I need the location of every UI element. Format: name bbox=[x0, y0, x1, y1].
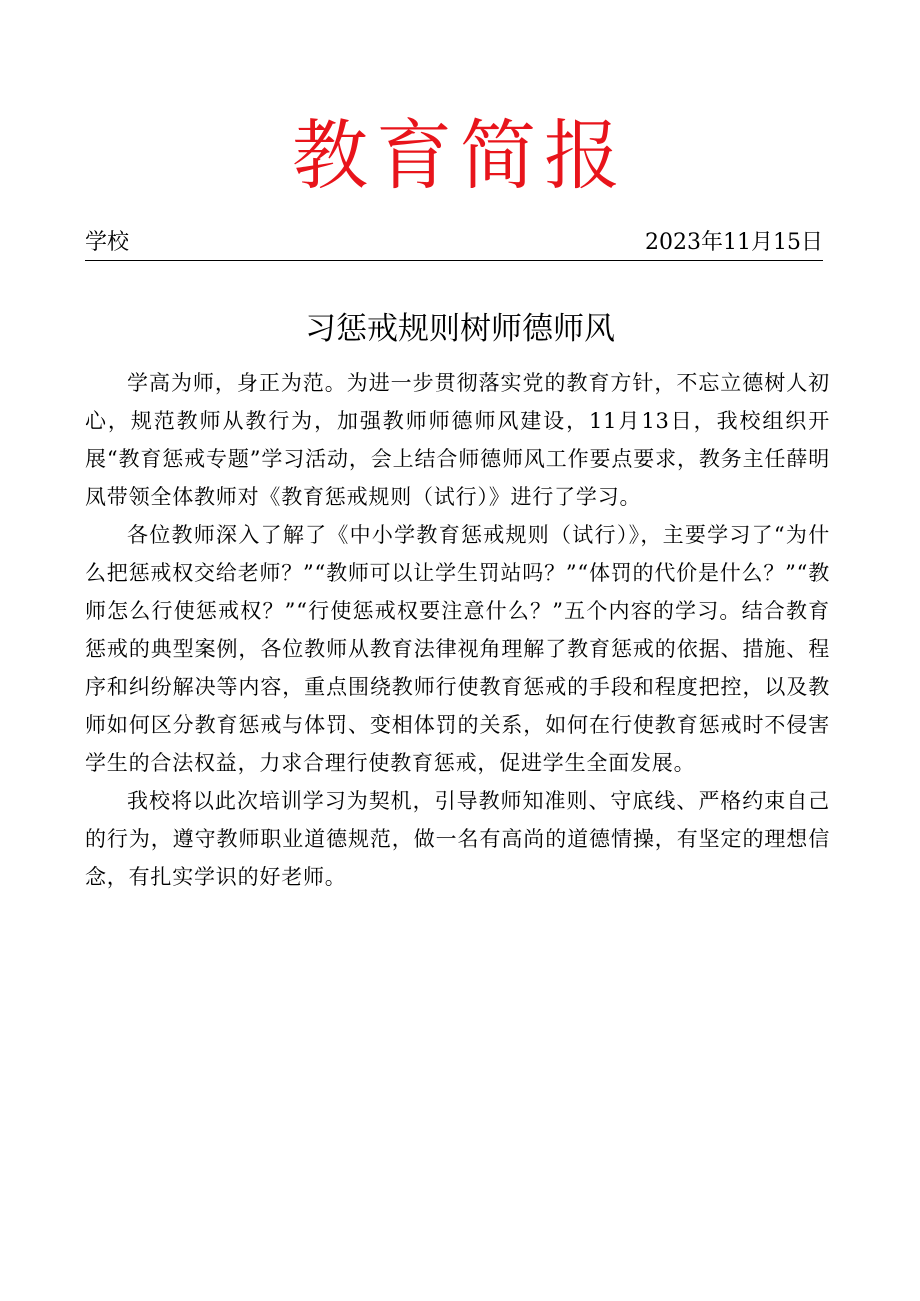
issue-date: 2023年11月15日 bbox=[645, 230, 823, 255]
paragraph: 各位教师深入了解了《中小学教育惩戒规则（试行）》，主要学习了“为什么把惩戒权交给老师？”“教师可以让学生罚站吗？”“体罚的代价是什么？”“教师怎么行使惩戒权？”“行使惩戒权要注意什么？”五个内容的学习。结合教育惩戒的典型案例，各位教师从教育法律视角理解了教育惩戒的依据、措施、程序和纠纷解决等内容，重点围绕教师行使教育惩戒的手段和程度把控，以及教师如何区分教育惩戒与体罚、变相体罚的关系，如何在行使教育惩戒时不侵害学生的合法权益，力求合理行使教育惩戒，促进学生全面发展。 bbox=[85, 523, 831, 775]
paragraph: 我校将以此次培训学习为契机，引导教师知准则、守底线、严格约束自己的行为，遵守教师职业道德规范，做一名有高尚的道德情操，有坚定的理想信念，有扎实学识的好老师。 bbox=[85, 789, 830, 889]
article-title: 习惩戒规则树师德师风 bbox=[305, 310, 615, 347]
header-meta-line bbox=[85, 226, 823, 261]
paragraph: 学高为师，身正为范。为进一步贯彻落实党的教育方针，不忘立德树人初心，规范教师从教行为，加强教师师德师风建设，11月13日，我校组织开展“教育惩戒专题”学习活动，会上结合师德师风工作要点要求，教务主任薛明凤带领全体教师对《教育惩戒规则（试行）》进行了学习。 bbox=[85, 371, 830, 509]
school-label: 学校 bbox=[85, 230, 130, 255]
newsletter-masthead: 教育简报 bbox=[292, 111, 628, 200]
article-body bbox=[85, 364, 830, 896]
